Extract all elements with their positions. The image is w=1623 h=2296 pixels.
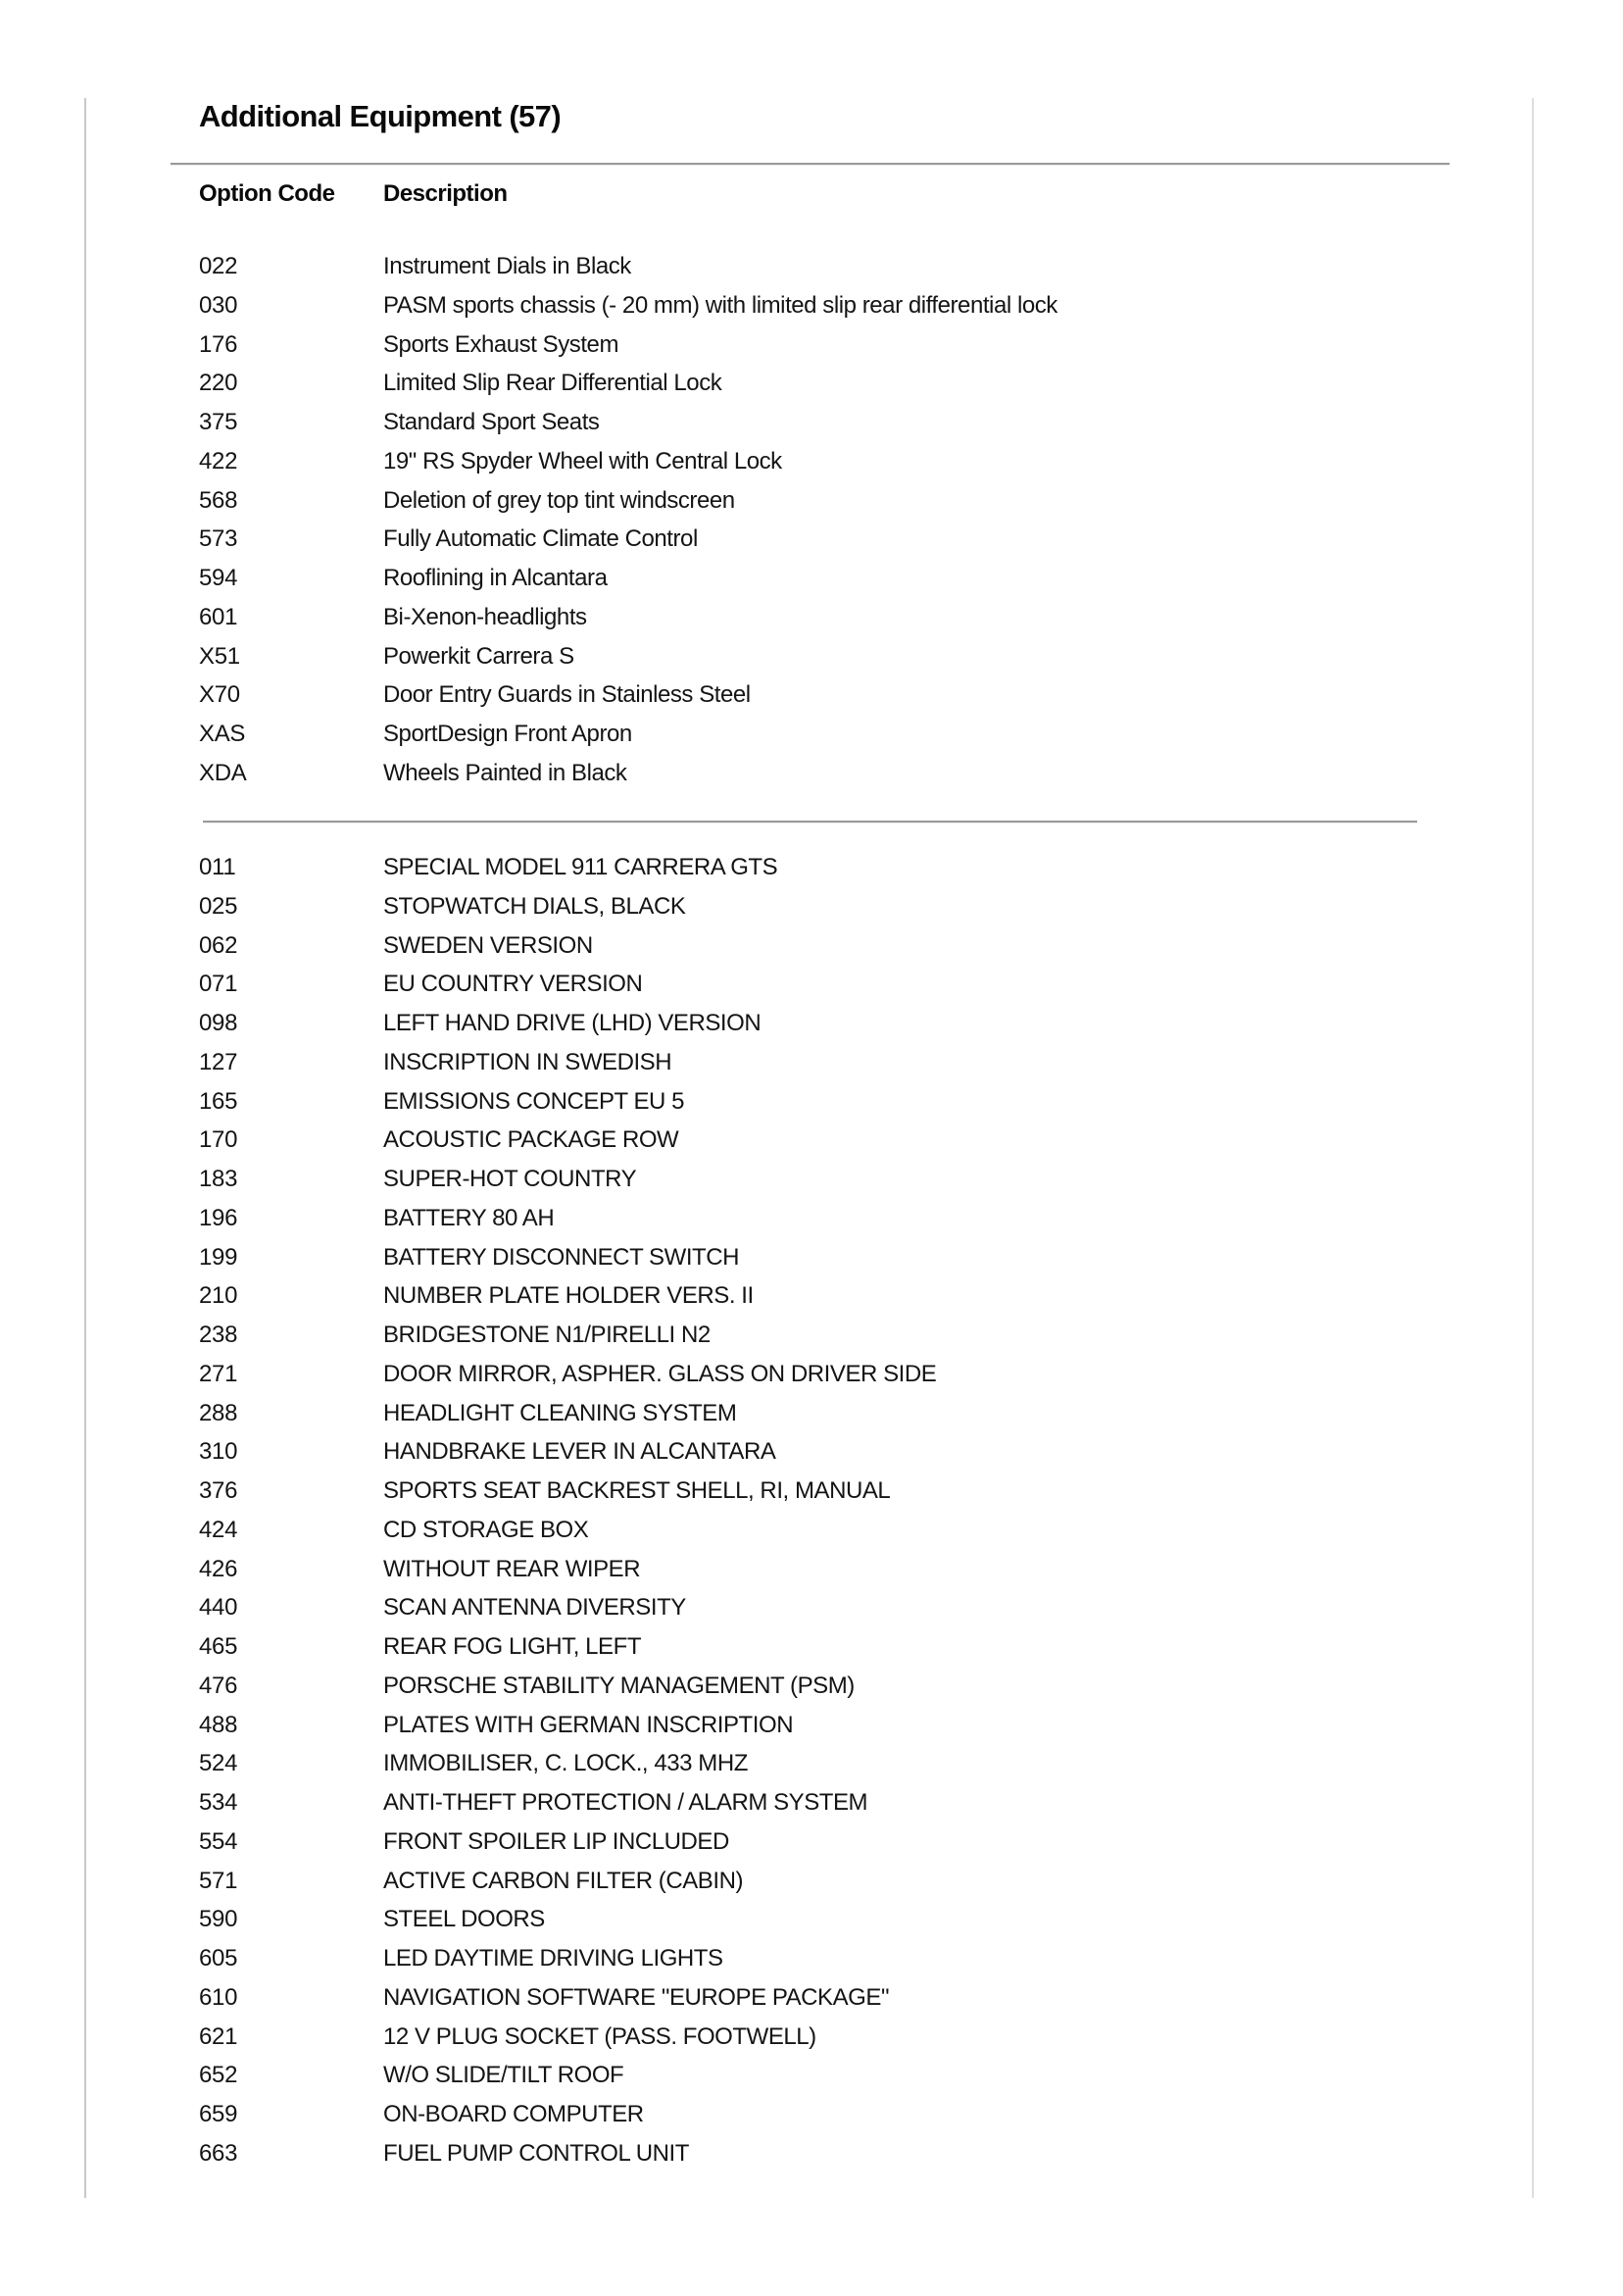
option-description: Instrument Dials in Black	[383, 253, 631, 279]
equipment-row	[199, 715, 1424, 754]
option-code: 488	[199, 1711, 238, 1738]
equipment-row	[199, 481, 1424, 521]
equipment-row	[199, 2056, 1424, 2095]
equipment-row	[199, 1316, 1424, 1355]
equipment-row	[199, 1588, 1424, 1627]
option-description: WITHOUT REAR WIPER	[383, 1555, 641, 1582]
option-code: 183	[199, 1166, 238, 1192]
equipment-row	[199, 2134, 1424, 2173]
option-code: XAS	[199, 721, 246, 747]
equipment-row	[199, 887, 1424, 926]
option-code: 663	[199, 2139, 238, 2167]
option-description: PASM sports chassis (- 20 mm) with limited slip rear differential lock	[383, 291, 1057, 319]
equipment-row	[199, 247, 1424, 286]
equipment-row	[199, 1862, 1424, 1901]
equipment-row	[199, 325, 1424, 365]
equipment-row	[199, 1667, 1424, 1706]
equipment-row	[199, 1744, 1424, 1783]
equipment-row	[199, 1550, 1424, 1589]
option-description: W/O SLIDE/TILT ROOF	[383, 2062, 624, 2089]
option-code: 098	[199, 1010, 238, 1036]
title-divider	[171, 163, 1450, 166]
equipment-row	[199, 1238, 1424, 1277]
option-code: 571	[199, 1867, 238, 1894]
equipment-list-factory	[199, 848, 1424, 2173]
option-description: Powerkit Carrera S	[383, 642, 574, 670]
option-description: PLATES WITH GERMAN INSCRIPTION	[383, 1711, 794, 1738]
option-code: 071	[199, 971, 238, 998]
option-description: ACOUSTIC PACKAGE ROW	[383, 1126, 679, 1154]
option-code: XDA	[199, 759, 247, 786]
option-code: 422	[199, 447, 238, 474]
option-code: 030	[199, 291, 238, 319]
option-code: 659	[199, 2101, 238, 2127]
option-description: SPECIAL MODEL 911 CARRERA GTS	[383, 854, 778, 880]
equipment-row	[199, 559, 1424, 598]
option-code: 062	[199, 931, 238, 959]
option-code: 476	[199, 1672, 238, 1699]
option-description: DOOR MIRROR, ASPHER. GLASS ON DRIVER SIDE	[383, 1360, 937, 1387]
option-code: 127	[199, 1048, 238, 1075]
option-code: 271	[199, 1360, 238, 1387]
option-code: 025	[199, 892, 238, 920]
option-description: 19" RS Spyder Wheel with Central Lock	[383, 447, 782, 474]
section-divider	[203, 821, 1417, 824]
option-description: SCAN ANTENNA DIVERSITY	[383, 1594, 686, 1622]
equipment-row	[199, 1043, 1424, 1082]
option-description: 12 V PLUG SOCKET (PASS. FOOTWELL)	[383, 2022, 816, 2050]
option-description: FUEL PUMP CONTROL UNIT	[383, 2139, 689, 2167]
equipment-row	[199, 1472, 1424, 1511]
option-code: 554	[199, 1827, 238, 1855]
option-code: 534	[199, 1789, 238, 1816]
section-title: Additional Equipment (57)	[199, 99, 562, 133]
option-code: X51	[199, 642, 240, 670]
option-description: Wheels Painted in Black	[383, 759, 627, 786]
option-description: Door Entry Guards in Stainless Steel	[383, 681, 751, 709]
option-code: 199	[199, 1243, 238, 1271]
equipment-row	[199, 965, 1424, 1004]
option-description: HANDBRAKE LEVER IN ALCANTARA	[383, 1438, 776, 1466]
equipment-row	[199, 675, 1424, 715]
option-code: 022	[199, 253, 238, 279]
option-code: 590	[199, 1906, 238, 1933]
equipment-row	[199, 637, 1424, 676]
option-code: 601	[199, 603, 238, 630]
option-description: ON-BOARD COMPUTER	[383, 2101, 644, 2127]
option-code: 524	[199, 1750, 238, 1777]
option-description: ACTIVE CARBON FILTER (CABIN)	[383, 1867, 743, 1894]
option-description: BRIDGESTONE N1/PIRELLI N2	[383, 1322, 711, 1348]
option-description: Limited Slip Rear Differential Lock	[383, 370, 722, 397]
option-description: IMMOBILISER, C. LOCK., 433 MHZ	[383, 1750, 748, 1777]
option-description: CD STORAGE BOX	[383, 1516, 589, 1543]
option-code: 573	[199, 525, 238, 553]
equipment-row	[199, 1355, 1424, 1394]
equipment-row	[199, 1199, 1424, 1238]
equipment-row	[199, 2095, 1424, 2134]
option-description: Bi-Xenon-headlights	[383, 603, 587, 630]
option-code: 424	[199, 1516, 238, 1543]
option-code: 176	[199, 330, 238, 358]
option-code: 605	[199, 1945, 238, 1972]
option-code: 426	[199, 1555, 238, 1582]
equipment-row	[199, 848, 1424, 887]
equipment-row	[199, 403, 1424, 442]
option-description: NUMBER PLATE HOLDER VERS. II	[383, 1282, 754, 1310]
equipment-row	[199, 1394, 1424, 1433]
option-code: 011	[199, 854, 236, 880]
equipment-row	[199, 2018, 1424, 2057]
option-code: 220	[199, 370, 238, 397]
option-description: ANTI-THEFT PROTECTION / ALARM SYSTEM	[383, 1789, 868, 1816]
equipment-row	[199, 1822, 1424, 1862]
option-description: SportDesign Front Apron	[383, 721, 632, 747]
equipment-row	[199, 1978, 1424, 2018]
equipment-row	[199, 1432, 1424, 1472]
equipment-row	[199, 1160, 1424, 1199]
option-code: 310	[199, 1438, 238, 1466]
option-code: X70	[199, 681, 240, 709]
option-description: FRONT SPOILER LIP INCLUDED	[383, 1827, 729, 1855]
equipment-row	[199, 754, 1424, 793]
option-description: STOPWATCH DIALS, BLACK	[383, 892, 686, 920]
option-description: STEEL DOORS	[383, 1906, 545, 1933]
option-description: SWEDEN VERSION	[383, 931, 593, 959]
option-description: LEFT HAND DRIVE (LHD) VERSION	[383, 1010, 762, 1036]
equipment-row	[199, 1082, 1424, 1122]
equipment-row	[199, 1121, 1424, 1160]
option-code: 376	[199, 1477, 238, 1504]
equipment-row	[199, 520, 1424, 559]
equipment-row	[199, 1004, 1424, 1043]
option-code: 610	[199, 1983, 238, 2011]
option-description: Deletion of grey top tint windscreen	[383, 486, 735, 514]
equipment-list-primary	[199, 247, 1424, 793]
option-code: 440	[199, 1594, 238, 1622]
option-code: 170	[199, 1126, 238, 1154]
option-description: INSCRIPTION IN SWEDISH	[383, 1048, 672, 1075]
column-header-description: Description	[383, 180, 508, 207]
option-code: 210	[199, 1282, 238, 1310]
option-description: HEADLIGHT CLEANING SYSTEM	[383, 1399, 737, 1426]
option-description: NAVIGATION SOFTWARE "EUROPE PACKAGE"	[383, 1983, 890, 2011]
option-code: 375	[199, 409, 238, 435]
option-code: 288	[199, 1399, 238, 1426]
option-code: 568	[199, 486, 238, 514]
option-description: REAR FOG LIGHT, LEFT	[383, 1633, 642, 1660]
option-code: 652	[199, 2062, 238, 2089]
option-description: PORSCHE STABILITY MANAGEMENT (PSM)	[383, 1672, 855, 1699]
option-code: 238	[199, 1322, 238, 1348]
equipment-row	[199, 1706, 1424, 1745]
equipment-row	[199, 286, 1424, 325]
column-header-option-code: Option Code	[199, 180, 335, 207]
equipment-row	[199, 1511, 1424, 1550]
option-description: BATTERY 80 AH	[383, 1204, 555, 1231]
option-description: SPORTS SEAT BACKREST SHELL, RI, MANUAL	[383, 1477, 891, 1504]
equipment-row	[199, 364, 1424, 403]
option-description: EMISSIONS CONCEPT EU 5	[383, 1087, 685, 1115]
equipment-row	[199, 1900, 1424, 1939]
option-description: BATTERY DISCONNECT SWITCH	[383, 1243, 740, 1271]
option-code: 165	[199, 1087, 238, 1115]
option-description: LED DAYTIME DRIVING LIGHTS	[383, 1945, 723, 1972]
option-code: 621	[199, 2022, 238, 2050]
option-description: EU COUNTRY VERSION	[383, 971, 643, 998]
option-description: Fully Automatic Climate Control	[383, 525, 698, 553]
page-right-border	[1532, 98, 1534, 2198]
equipment-row	[199, 926, 1424, 966]
equipment-row	[199, 1783, 1424, 1822]
option-description: Rooflining in Alcantara	[383, 565, 608, 591]
option-code: 196	[199, 1204, 238, 1231]
equipment-row	[199, 1627, 1424, 1667]
option-code: 594	[199, 565, 238, 591]
option-description: Standard Sport Seats	[383, 409, 600, 435]
option-code: 465	[199, 1633, 238, 1660]
option-description: Sports Exhaust System	[383, 330, 618, 358]
equipment-row	[199, 442, 1424, 481]
equipment-row	[199, 1276, 1424, 1316]
page-left-border	[84, 98, 86, 2198]
equipment-row	[199, 598, 1424, 637]
option-description: SUPER-HOT COUNTRY	[383, 1166, 637, 1192]
equipment-row	[199, 1939, 1424, 1978]
